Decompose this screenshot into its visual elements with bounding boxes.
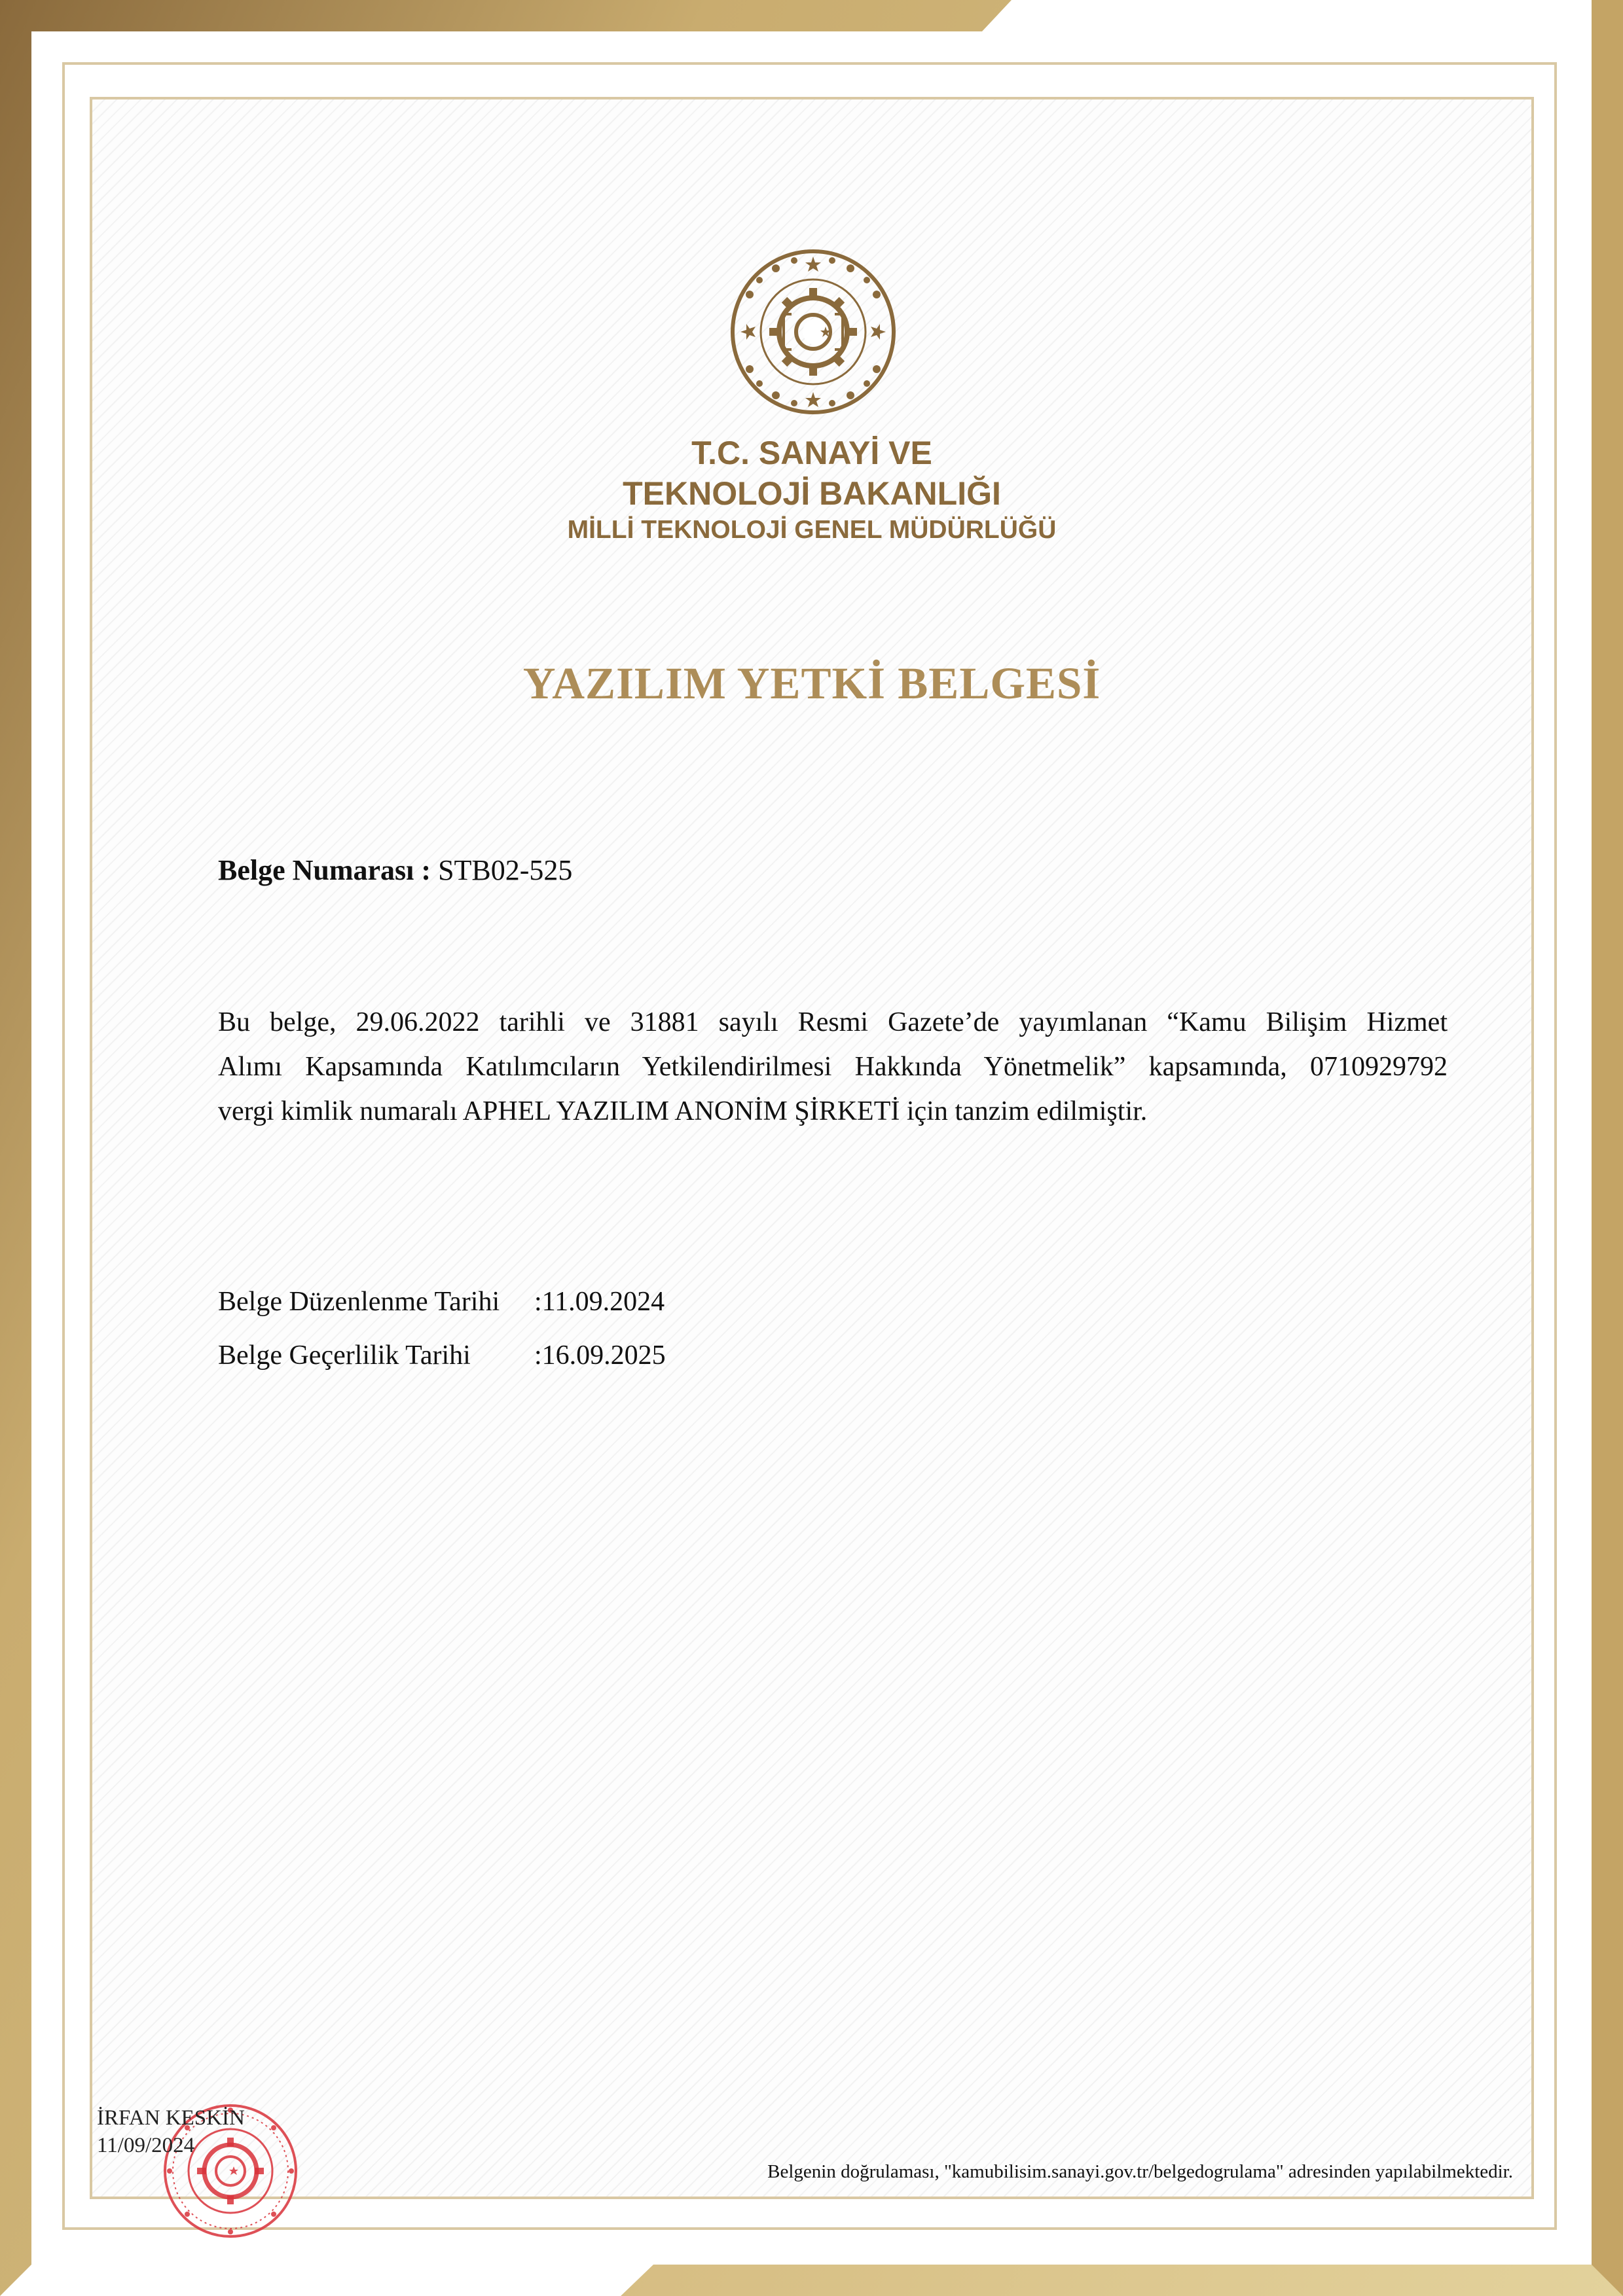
body-line: vergi kimlik numaralı APHEL YAZILIM ANONİM ŞİRKETİ için tanzim edilmiştir. [218, 1096, 1148, 1126]
issue-date-label: Belge Düzenlenme Tarihi [218, 1287, 500, 1317]
document-number-value: STB02-525 [438, 854, 573, 886]
issue-date-row [218, 1280, 666, 1333]
body-line: Bu belge, 29.06.2022 tarihli ve 31881 sayılı Resmi Gazete’de yayımlanan “Kamu Bilişim Hizmet [218, 1007, 1448, 1037]
certificate-title: YAZILIM YETKİ BELGESİ [522, 658, 1101, 708]
signature-date: 11/09/2024 [97, 2134, 195, 2157]
validity-date-value: :16.09.2025 [534, 1340, 666, 1371]
org-line-3: MİLLİ TEKNOLOJİ GENEL MÜDÜRLÜĞÜ [567, 516, 1057, 544]
org-line-2: TEKNOLOJİ BAKANLIĞI [623, 475, 1001, 512]
validity-date-row [218, 1333, 666, 1387]
dates-section [218, 1280, 666, 1387]
document-number-label: Belge Numarası : [218, 854, 431, 886]
org-line-1: T.C. SANAYİ VE [691, 435, 932, 471]
issue-date-value: :11.09.2024 [534, 1287, 665, 1317]
document-number [218, 851, 572, 890]
ministry-emblem-icon [730, 249, 896, 415]
certificate-body [218, 1000, 1448, 1134]
body-line: Alımı Kapsamında Katılımcıların Yetkilendirilmesi Hakkında Yönetmelik” kapsamında, 0710929792 [218, 1052, 1448, 1082]
verification-note: Belgenin doğrulaması, "kamubilisim.sanayi.gov.tr/belgedogrulama" adresinden yapılabilmektedir. [767, 2161, 1513, 2182]
signature-block [97, 2104, 245, 2159]
signer-name: İRFAN KESKİN [97, 2106, 245, 2130]
validity-date-label: Belge Geçerlilik Tarihi [218, 1340, 471, 1371]
